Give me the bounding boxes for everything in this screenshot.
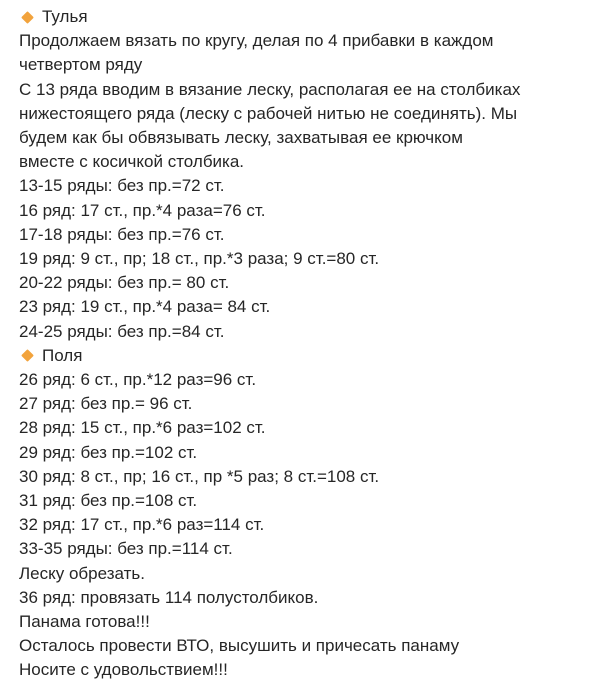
post-text xyxy=(19,5,589,683)
text-line: 17-18 ряды: без пр.=76 ст. xyxy=(19,224,225,244)
text-line: 24-25 ряды: без пр.=84 ст. xyxy=(19,321,225,341)
text-line: 26 ряд: 6 ст., пр.*12 раз=96 ст. xyxy=(19,370,257,390)
text-line: 19 ряд: 9 ст., пр; 18 ст., пр.*3 раза; 9 ст.=80 ст. xyxy=(19,249,380,269)
orange-diamond-icon xyxy=(21,350,34,363)
text-line: Панама готова!!! xyxy=(19,612,150,632)
text-line: 28 ряд: 15 ст., пр.*6 раз=102 ст. xyxy=(19,418,266,438)
text-line: вместе с косичкой столбика. xyxy=(19,152,245,172)
text-line: 36 ряд: провязать 114 полустолбиков. xyxy=(19,587,319,607)
text-line: 13-15 ряды: без пр.=72 ст. xyxy=(19,176,225,196)
text-line: будем как бы обвязывать леску, захватывая ее крючком xyxy=(19,128,463,148)
text-line: четвертом ряду xyxy=(19,55,143,75)
section-body-polya xyxy=(19,368,589,683)
text-line: 29 ряд: без пр.=102 ст. xyxy=(19,442,198,462)
text-line: 33-35 ряды: без пр.=114 ст. xyxy=(19,539,233,559)
section-heading-tulya xyxy=(19,5,589,29)
text-line: 23 ряд: 19 ст., пр.*4 раза= 84 ст. xyxy=(19,297,271,317)
section-body-tulya xyxy=(19,29,589,344)
text-line: 16 ряд: 17 ст., пр.*4 раза=76 ст. xyxy=(19,200,266,220)
text-line: 32 ряд: 17 ст., пр.*6 раз=114 ст. xyxy=(19,515,265,535)
text-line: 30 ряд: 8 ст., пр; 16 ст., пр *5 раз; 8 ст.=108 ст. xyxy=(19,466,380,486)
text-line: С 13 ряда вводим в вязание леску, располагая ее на столбиках xyxy=(19,79,521,99)
text-line: 31 ряд: без пр.=108 ст. xyxy=(19,491,198,511)
text-line: Продолжаем вязать по кругу, делая по 4 прибавки в каждом xyxy=(19,31,494,51)
text-line: Осталось провести ВТО, высушить и причесать панаму xyxy=(19,636,460,656)
section-heading-polya xyxy=(19,344,589,368)
section-heading-label: Тулья xyxy=(42,7,88,26)
text-line: Леску обрезать. xyxy=(19,563,145,583)
text-line: нижестоящего ряда (леску с рабочей нитью не соединять). Мы xyxy=(19,103,518,123)
section-heading-label: Поля xyxy=(42,345,83,365)
text-line: 27 ряд: без пр.= 96 ст. xyxy=(19,394,193,414)
text-line: Носите с удовольствием!!! xyxy=(19,660,228,680)
text-line: 20-22 ряды: без пр.= 80 ст. xyxy=(19,273,230,293)
orange-diamond-icon xyxy=(21,11,34,24)
